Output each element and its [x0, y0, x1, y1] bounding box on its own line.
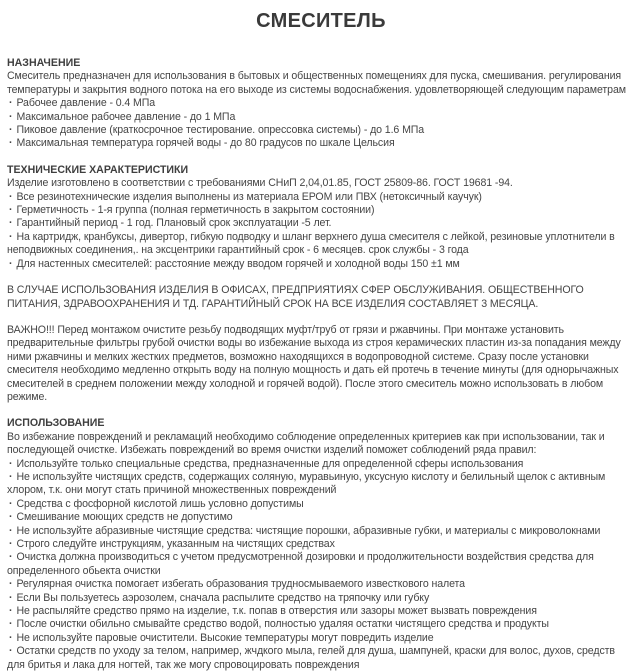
list-item [7, 124, 635, 137]
bullet-icon: · [9, 538, 13, 550]
list-item-text: Строго следуйте инструкциям, указанным на чистящих средствах [16, 538, 335, 550]
section-purpose [7, 57, 635, 151]
list-item [7, 605, 635, 618]
bullet-icon: · [9, 190, 13, 203]
list-item [7, 217, 635, 230]
tech-specs-intro: Изделие изготовлено в соответствии с требованиями СНиП 2,04,01.85, ГОСТ 25809-86. ГОСТ 19681 -94. [7, 177, 513, 190]
bullet-icon: · [9, 645, 13, 658]
bullet-icon: · [9, 618, 13, 631]
list-item [7, 191, 635, 204]
bullet-icon: · [9, 470, 13, 483]
list-item-text: Все резинотехнические изделия выполнены из материала ЕРОМ или ПВХ (нетоксичный каучук) [16, 190, 482, 203]
usage-heading: ИСПОЛЬЗОВАНИЕ [7, 417, 105, 430]
bullet-icon: · [9, 110, 13, 123]
bullet-icon: · [9, 578, 13, 591]
bullet-icon: · [9, 591, 13, 604]
usage-intro: Во избежание повреждений и рекламаций необходимо соблюдение определенных критериев как при использовании, так и последующей очистке. Избежать повреждений во время очистки изделий поможет соблюдений ряда правил: [7, 430, 605, 457]
section-usage [7, 417, 635, 672]
list-item-text: Не используйте абразивные чистящие средства: чистящие порошки, абразивные губки, и материалы с микроволокнами [16, 524, 601, 537]
bullet-icon: · [9, 137, 13, 150]
list-item [7, 578, 635, 591]
bullet-icon: · [9, 97, 13, 110]
list-item-text: Смешивание моющих средств не допустимо [16, 511, 233, 524]
bullet-icon: · [9, 457, 13, 470]
bullet-icon: · [9, 497, 13, 510]
bullet-icon: · [9, 230, 13, 243]
list-item [7, 632, 635, 645]
list-item-text: Не используйте чистящих средств, содержащих соляную, муравьиную, уксусную кислоту и белильный щелок с активным хлором, т.к. они могут стать причиной множественных повреждений [7, 470, 606, 497]
list-item-text: Пиковое давление (краткосрочное тестирование. опрессовка системы) - до 1.6 МПа [16, 124, 425, 137]
list-item [7, 538, 635, 551]
bullet-icon: · [9, 217, 13, 230]
purpose-heading: НАЗНАЧЕНИЕ [7, 57, 81, 69]
office-warranty-note: В СЛУЧАЕ ИСПОЛЬЗОВАНИЯ ИЗДЕЛИЯ В ОФИСАХ, ПРЕДПРИЯТИЯХ СФЕР ОБСЛУЖИВАНИЯ. ОБЩЕСТВЕННОГО ПИТАНИЯ, ЗДРАВООХРАНЕНИЯ И ТД. ГАРАНТИЙНЫЙ СРОК НА ВСЕ ИЗДЕЛИЯ СОСТАВЛЯЕТ 3 МЕСЯЦА. [7, 284, 584, 310]
list-item-text: Гарантийный период - 1 год. Плановый срок эксплуатации -5 лет. [16, 217, 332, 230]
tech-specs-bullet-list [7, 191, 635, 271]
list-item [7, 471, 635, 498]
tech-specs-heading: ТЕХНИЧЕСКИЕ ХАРАКТЕРИСТИКИ [7, 163, 189, 176]
bullet-icon: · [9, 524, 13, 537]
list-item [7, 551, 635, 578]
section-tech-specs [7, 164, 635, 271]
list-item [7, 618, 635, 631]
list-item-text: Средства с фосфорной кислотой лишь условно допустимы [16, 497, 304, 510]
bullet-icon: · [9, 605, 13, 618]
list-item [7, 231, 635, 258]
bullet-icon: · [9, 257, 13, 270]
list-item [7, 458, 635, 471]
list-item [7, 525, 635, 538]
list-item [7, 204, 635, 217]
list-item [7, 498, 635, 511]
list-item-text: Максимальное рабочее давление - до 1 МПа [16, 110, 236, 123]
list-item-text: Если Вы пользуетесь аэрозолем, сначала распылите средство на тряпочку или губку [16, 591, 430, 604]
list-item-text: После очистки обильно смывайте средство водой, полностью удаляя остатки чистящего средства и продукты [16, 618, 549, 631]
list-item-text: Используйте только специальные средства, предназначенные для определенной сферы использования [16, 457, 524, 470]
bullet-icon: · [9, 631, 13, 644]
list-item-text: Остатки средств по уходу за телом, например, жчдкого мыла, гелей для душа, шампуней, краски для волос, духов, средств для бритья и лака для ногтей, так же могу спровоцировать повреждения [7, 645, 615, 671]
list-item-text: Регулярная очистка помогает избегать образования трудносмываемого известкового налета [16, 578, 465, 591]
important-note: ВАЖНО!!! Перед монтажом очистите резьбу подводящих муфт/труб от грязи и ржавчины. При монтаже установить предварительные фильтры грубой очистки воды во избежание выхода из строя керамических пластин из-за попадания между ними ржавчины и мелких жестких предметов, возможно находящихся в водопроводной системе. Сразу после установки смесителя необходимо медленно открыть воду на полную мощность и дать ей протечь в течение минуты (для однорычажных смесителей в среднем положении между холодной и горячей водой). После этого смеситель можно использовать в любом режиме. [7, 323, 621, 403]
bullet-icon: · [9, 551, 13, 564]
bullet-icon: · [9, 124, 13, 137]
list-item-text: Не распыляйте средство прямо на изделие, т.к. попав в отверстия или зазоры может вызвать повреждения [16, 605, 537, 618]
list-item-text: Не используйте паровые очистители. Высокие температуры могут повредить изделие [16, 631, 434, 644]
list-item-text: На картридж, кранбуксы, дивертор, гибкую подводку и шланг верхнего душа смесителя с лейкой, резиновые уплотнители в неподвижных соединения,. на эксцентрики гарантийный срок - 6 месяцев. срок службы - 3 года [7, 230, 615, 257]
bullet-icon: · [9, 511, 13, 524]
list-item [7, 511, 635, 524]
list-item [7, 137, 635, 150]
usage-bullet-list [7, 458, 635, 672]
list-item-text: Для настенных смесителей: расстояние между вводом горячей и холодной воды 150 ±1 мм [16, 257, 460, 270]
bullet-icon: · [9, 204, 13, 217]
list-item [7, 258, 635, 271]
list-item [7, 645, 635, 672]
list-item-text: Герметичность - 1-я группа (полная герметичность в закрытом состоянии) [16, 204, 375, 217]
list-item [7, 97, 635, 110]
page-title: СМЕСИТЕЛЬ [256, 10, 386, 32]
list-item-text: Очистка должна производиться с учетом предусмотренной дозировки и продолжительности воздействия средства для определенного обьекта очистки [7, 551, 594, 577]
list-item [7, 111, 635, 124]
list-item [7, 592, 635, 605]
purpose-bullet-list [7, 97, 635, 151]
purpose-intro: Смеситель предназначен для использования в бытовых и общественных помещениях для пуска, смешивания. регулирования температуры и закрытия водного потока на его выходе из системы водоснабжения. удовлетворяющей следующим параметрам [7, 70, 626, 96]
list-item-text: Максимальная температура горячей воды - до 80 градусов по шкале Цельсия [16, 137, 395, 150]
list-item-text: Рабочее давление - 0.4 МПа [16, 97, 156, 110]
